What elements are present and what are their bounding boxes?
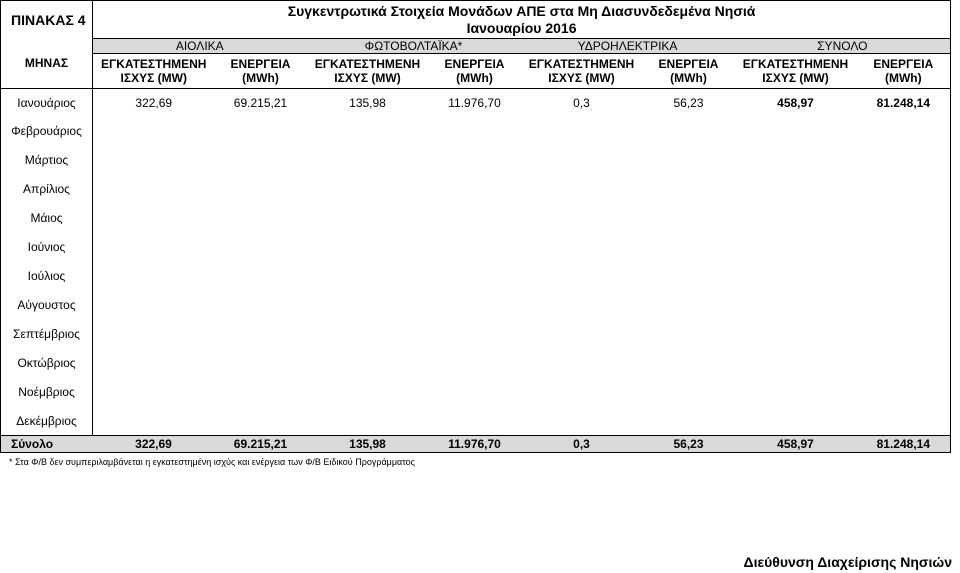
table-cell [857, 407, 951, 436]
table-cell [735, 407, 857, 436]
title-line-2: Ιανουαρίου 2016 [466, 19, 577, 36]
total-cell: 458,97 [735, 436, 857, 453]
table-cell: 56,23 [673, 95, 704, 110]
table-cell [643, 262, 735, 291]
table-cell: 0,3 [573, 95, 590, 110]
table-cell [735, 378, 857, 407]
table-cell [215, 407, 307, 436]
table-cell [643, 320, 735, 349]
table-cell [429, 407, 521, 436]
capacity-header [521, 54, 643, 89]
energy-header-line1: ΕΝΕΡΓΕΙΑ [230, 57, 291, 71]
energy-header-line2: (MWh) [670, 71, 707, 85]
table-cell [521, 146, 643, 175]
total-cell: 69.215,21 [215, 436, 307, 453]
table-row [1, 407, 951, 436]
capacity-header-line2: ΙΣΧΥΣ (MW) [334, 71, 401, 85]
month-label: Μάιος [1, 204, 93, 233]
table-cell [429, 378, 521, 407]
table-label: ΠΙΝΑΚΑΣ 4 [1, 1, 93, 39]
category-photovoltaic: ΦΩΤΟΒΟΛΤΑΪΚΑ* [307, 39, 521, 54]
table-cell [857, 378, 951, 407]
table-cell [735, 262, 857, 291]
total-row [1, 436, 951, 453]
table-cell [429, 233, 521, 262]
total-label: Σύνολο [1, 436, 93, 453]
table-cell: 11.976,70 [448, 95, 501, 110]
table-cell [857, 233, 951, 262]
table-cell [521, 233, 643, 262]
table-cell [521, 320, 643, 349]
table-cell [307, 349, 429, 378]
signature: Διεύθυνση Διαχείρισης Νησιών [743, 554, 952, 570]
table-cell [643, 378, 735, 407]
title-line-1: Συγκεντρωτικά Στοιχεία Μονάδων ΑΠΕ στα Μη Διασυνδεδεμένα Νησιά [287, 2, 756, 19]
table-cell [93, 117, 215, 146]
category-total: ΣΥΝΟΛΟ [735, 39, 951, 54]
table-cell [735, 291, 857, 320]
category-wind: ΑΙΟΛΙΚΑ [93, 39, 307, 54]
energy-header [643, 54, 735, 89]
capacity-header-line2: ΙΣΧΥΣ (MW) [548, 71, 615, 85]
table-row [1, 233, 951, 262]
month-label: Νοέμβριος [1, 378, 93, 407]
capacity-header-line1: ΕΓΚΑΤΕΣΤΗΜΕΝΗ [101, 57, 207, 71]
table-cell [643, 407, 735, 436]
table-cell [429, 291, 521, 320]
table-cell [735, 320, 857, 349]
table-row [1, 89, 951, 117]
energy-header-line1: ΕΝΕΡΓΕΙΑ [873, 57, 934, 71]
table-cell [857, 175, 951, 204]
month-label: Απρίλιος [1, 175, 93, 204]
table-cell [215, 320, 307, 349]
table-cell [307, 146, 429, 175]
table-cell [521, 407, 643, 436]
table-cell [735, 204, 857, 233]
table-cell [93, 378, 215, 407]
table-cell [93, 175, 215, 204]
table-cell [643, 175, 735, 204]
month-label: Δεκέμβριος [1, 407, 93, 436]
table-cell [735, 233, 857, 262]
table-cell [521, 349, 643, 378]
table-cell [215, 146, 307, 175]
total-cell: 81.248,14 [857, 436, 951, 453]
energy-header [429, 54, 521, 89]
energy-header-line2: (MWh) [242, 71, 279, 85]
table-cell [307, 291, 429, 320]
table-cell [643, 291, 735, 320]
total-cell: 322,69 [93, 436, 215, 453]
table-cell [215, 262, 307, 291]
table-cell [429, 117, 521, 146]
table-cell [93, 320, 215, 349]
table-cell [521, 378, 643, 407]
month-label: Ιούλιος [1, 262, 93, 291]
footnote: * Στα Φ/Β δεν συμπεριλαμβάνεται η εγκατεστημένη ισχύς και ενέργεια των Φ/Β Ειδικού Προγράμματος [9, 457, 416, 467]
table-cell [735, 175, 857, 204]
energy-header-line2: (MWh) [456, 71, 493, 85]
capacity-header-line2: ΙΣΧΥΣ (MW) [120, 71, 187, 85]
table-cell [643, 117, 735, 146]
table-cell [429, 175, 521, 204]
energy-header-line1: ΕΝΕΡΓΕΙΑ [658, 57, 719, 71]
table-cell: 69.215,21 [233, 95, 288, 110]
table-row [1, 320, 951, 349]
table-cell [429, 204, 521, 233]
energy-header-line1: ΕΝΕΡΓΕΙΑ [444, 57, 505, 71]
table-cell: 458,97 [777, 95, 814, 110]
table-cell [857, 204, 951, 233]
capacity-header-line1: ΕΓΚΑΤΕΣΤΗΜΕΝΗ [528, 57, 635, 71]
table-cell [93, 291, 215, 320]
table-cell [307, 320, 429, 349]
table-cell [215, 117, 307, 146]
category-hydro: ΥΔΡΟΗΛΕΚΤΡΙΚΑ [521, 39, 735, 54]
table-cell [521, 204, 643, 233]
table-cell [307, 175, 429, 204]
table-cell [643, 233, 735, 262]
capacity-header-line1: ΕΓΚΑΤΕΣΤΗΜΕΝΗ [314, 57, 421, 71]
month-label: Ιούνιος [1, 233, 93, 262]
table-cell [93, 233, 215, 262]
table-cell [429, 349, 521, 378]
table-cell [307, 262, 429, 291]
table-cell [93, 146, 215, 175]
table-row [1, 349, 951, 378]
table-cell [857, 146, 951, 175]
table-row [1, 262, 951, 291]
table-cell [857, 262, 951, 291]
table-cell [307, 407, 429, 436]
capacity-header [735, 54, 857, 89]
table-cell [521, 262, 643, 291]
table-cell [93, 349, 215, 378]
month-header: ΜΗΝΑΣ [1, 39, 93, 89]
table-cell [857, 349, 951, 378]
table-cell [643, 349, 735, 378]
total-cell: 135,98 [307, 436, 429, 453]
table-cell: 135,98 [349, 95, 386, 110]
month-label: Σεπτέμβριος [1, 320, 93, 349]
table-cell [857, 320, 951, 349]
table-cell [735, 349, 857, 378]
table-cell [307, 204, 429, 233]
table-row [1, 117, 951, 146]
table-cell [307, 378, 429, 407]
table-cell [93, 407, 215, 436]
table-cell [857, 117, 951, 146]
month-label: Φεβρουάριος [1, 117, 93, 146]
table-cell: 81.248,14 [857, 89, 951, 117]
table-row [1, 291, 951, 320]
total-cell: 11.976,70 [429, 436, 521, 453]
table-row [1, 146, 951, 175]
table-cell [521, 175, 643, 204]
table-cell [215, 204, 307, 233]
table-cell [429, 320, 521, 349]
table-row [1, 204, 951, 233]
total-cell: 56,23 [643, 436, 735, 453]
capacity-header [93, 54, 215, 89]
table-cell [735, 146, 857, 175]
table-cell [215, 349, 307, 378]
capacity-header-line2: ΙΣΧΥΣ (MW) [762, 71, 829, 85]
table-cell [521, 117, 643, 146]
table-cell [857, 291, 951, 320]
table-cell [307, 233, 429, 262]
month-label: Αύγουστος [1, 291, 93, 320]
table-cell: 322,69 [135, 95, 173, 110]
table-cell [429, 146, 521, 175]
month-label: Μάρτιος [1, 146, 93, 175]
table-cell [93, 204, 215, 233]
table-cell [643, 146, 735, 175]
energy-header [215, 54, 307, 89]
table-cell [307, 117, 429, 146]
capacity-header [307, 54, 429, 89]
table-cell [215, 233, 307, 262]
table-cell [215, 291, 307, 320]
month-label: Ιανουάριος [1, 89, 93, 117]
energy-header [857, 54, 951, 89]
table-cell [735, 117, 857, 146]
table-title [93, 1, 951, 39]
table-cell [521, 291, 643, 320]
energy-header-line2: (MWh) [884, 71, 922, 85]
table-cell [93, 262, 215, 291]
table-row [1, 175, 951, 204]
total-cell: 0,3 [521, 436, 643, 453]
table-cell [429, 262, 521, 291]
table-cell [643, 204, 735, 233]
month-label: Οκτώβριος [1, 349, 93, 378]
table-cell [215, 378, 307, 407]
capacity-header-line1: ΕΓΚΑΤΕΣΤΗΜΕΝΗ [742, 57, 849, 71]
table-cell [215, 175, 307, 204]
table-row [1, 378, 951, 407]
